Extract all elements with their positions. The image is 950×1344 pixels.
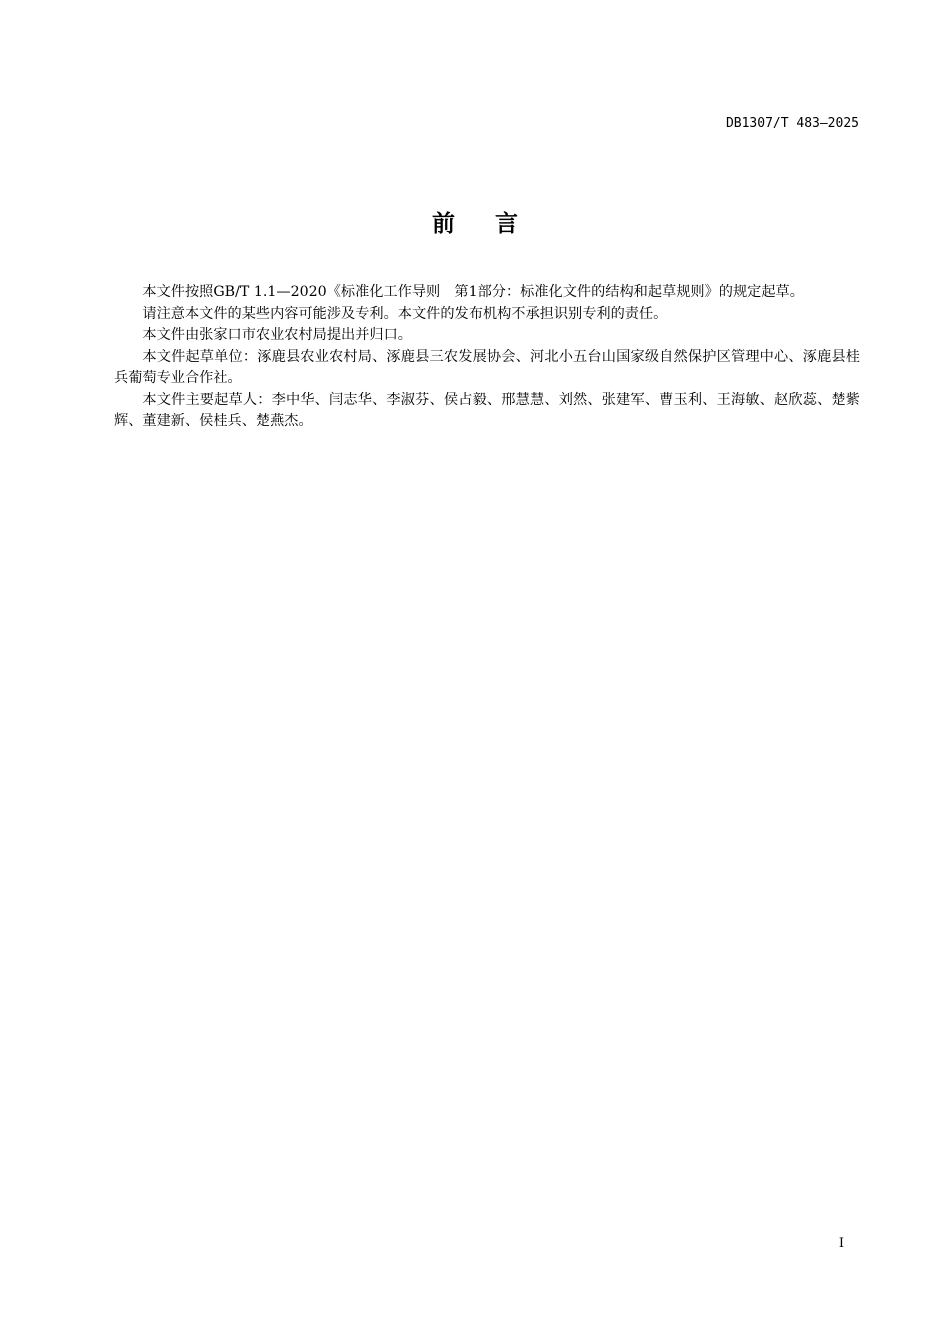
paragraph-drafting-rules: 本文件按照GB/T 1.1—2020《标准化工作导则 第1部分：标准化文件的结构和起草规则》的规定起草。 [142,284,804,300]
page-number: I [838,1236,844,1251]
page-title: 前言 [432,211,558,237]
paragraph-patent-notice: 请注意本文件的某些内容可能涉及专利。本文件的发布机构不承担识别专利的责任。 [142,305,668,322]
paragraph-drafting-units: 本文件起草单位：涿鹿县农业农村局、涿鹿县三农发展协会、河北小五台山国家级自然保护区管理中心、涿鹿县桂兵葡萄专业合作社。 [114,348,860,386]
paragraph-proposer: 本文件由张家口市农业农村局提出并归口。 [142,327,412,343]
foreword-body [114,282,860,433]
paragraph-drafters: 本文件主要起草人：李中华、闫志华、李淑芬、侯占毅、邢慧慧、刘然、张建军、曹玉利、王海敏、赵欣蕊、楚紫辉、董建新、侯桂兵、楚燕杰。 [114,391,860,429]
document-code: DB1307/T 483—2025 [725,116,859,131]
